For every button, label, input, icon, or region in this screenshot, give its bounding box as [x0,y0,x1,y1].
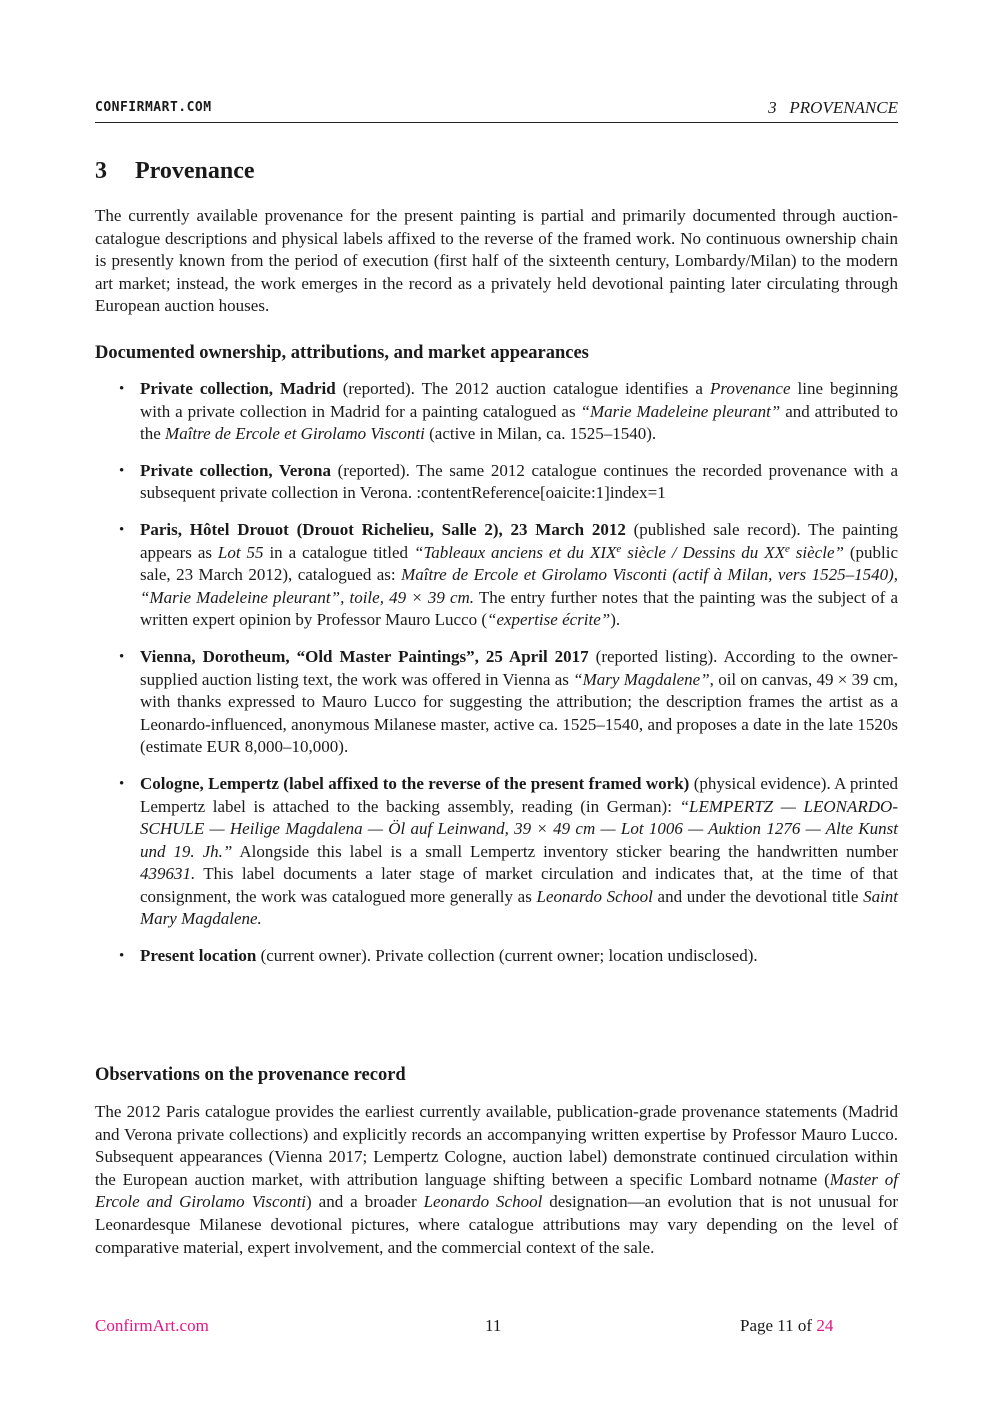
item-title: Private collection, Verona [140,460,331,480]
item-text: line beginning with a private collection in Madrid for a painting catalogued as [140,379,898,421]
item-text: (reported listing). According to the owner-supplied auction listing text, the work was offered in Vienna as [140,646,898,689]
bullet-icon: • [119,948,125,965]
list-item [95,519,898,632]
subheading-observations: Observations on the provenance record [95,1065,406,1085]
page-header [95,98,898,123]
list-item [95,460,898,505]
brand-logo: CONFIRMART.COM [95,100,212,115]
item-text: ). [610,610,621,630]
document-page [95,0,898,1404]
page-count-prefix: Page 11 of [740,1316,817,1335]
section-title-text: Provenance [135,158,255,184]
item-text: (physical evidence). A printed Lempertz label is attached to the backing assembly, reading (in German): [140,773,899,816]
item-italic: 439631. [140,864,196,884]
item-italic: Provenance [709,379,791,398]
item-title: Private collection, Madrid [140,379,336,398]
section-number: 3 [95,158,107,184]
subheading-ownership: Documented ownership, attributions, and market appearances [95,343,589,363]
list-item [95,945,898,968]
bullet-icon: • [119,775,125,792]
intro-paragraph: The currently available provenance for the present painting is partial and primarily documented through auction-catalogue descriptions and physical labels affixed to the reverse of the framed work. No continuous ownership chain is presently known from the period of execution (first half of the sixteenth century, Lombardy/Milan) to the modern art market; instead, the work emerges in the record as a privately held devotional painting later circulating through European auction houses. [95,206,898,316]
item-italic: Maître de Ercole et Girolamo Visconti (actif à Milan, vers 1525–1540), “Marie Madeleine pleurant”, toile, 49 × 39 cm. [140,565,898,607]
item-text: Alongside this label is a small Lempertz inventory sticker bearing the handwritten number [232,841,899,861]
item-text: This label documents a later stage of market circulation and indicates that, at the time of that consignment, the work was catalogued more generally as [140,864,898,906]
item-italic: “Mary Magdalene” [573,669,710,689]
bullet-icon: • [119,381,125,397]
list-item [95,378,898,446]
item-italic: “Tableaux anciens et du XIX [413,542,617,562]
item-text: (active in Milan, ca. 1525–1540). [424,424,657,444]
obs-text: designation—an evolution that is not unusual for Leonardesque Milanese devotional pictures, where catalogue attributions may vary depending on the level of comparative material, expert involvement, and the commercial context of the sale. [95,1192,898,1257]
footer-page-count [740,1316,833,1336]
item-superscript: e [616,542,622,555]
running-head: 3 PROVENANCE [768,98,898,117]
item-text: (current owner). Private collection (current owner; location undisclosed). [256,946,758,966]
item-superscript: e [784,542,790,555]
obs-text: ) and a broader [306,1192,424,1212]
item-title: Present location [140,946,257,966]
bullet-icon: • [119,521,125,538]
item-text: (public sale, 23 March 2012), catalogued as: [140,542,899,585]
item-italic: siècle” [789,542,844,562]
item-text: in a catalogue titled [263,542,414,562]
item-italic: Lot 55 [217,542,264,562]
list-item [95,646,898,759]
observations-paragraph [95,1101,898,1259]
bullet-icon: • [119,648,125,665]
item-title: Paris, Hôtel Drouot (Drouot Richelieu, Salle 2), 23 March 2012 [140,519,626,539]
section-title [95,158,255,185]
provenance-list [95,378,898,982]
item-text: (reported). The same 2012 catalogue continues the recorded provenance with a subsequent private collection in Verona. :contentReference[oaicite:1]index=1 [140,460,898,503]
obs-italic: Leonardo School [423,1192,543,1212]
item-italic: “Marie Madeleine pleurant” [580,401,781,421]
list-item [95,773,898,931]
item-text: , oil on canvas, 49 × 39 cm, with thanks expressed to Mauro Lucco for suggesting the attribution; the description frames the artist as a Leonardo-influenced, anonymous Milanese master, active ca. 1525–1540, and proposes a date in the late 1520s (estimate EUR 8,000–10,000). [140,669,898,757]
obs-text: The 2012 Paris catalogue provides the earliest currently available, publication-grade provenance statements (Madrid and Verona private collections) and explicitly records an accompanying written expertise by Professor Mauro Lucco. Subsequent appearances (Vienna 2017; Lempertz Cologne, auction label) demonstrate continued circulation within the European auction market, with attribution language shifting between a specific Lombard notname ( [95,1102,898,1189]
item-title: Cologne, Lempertz (label affixed to the reverse of the present framed work) [140,773,690,793]
item-italic: Maître de Ercole et Girolamo Visconti [165,424,425,444]
item-text: The entry further notes that the painting was the subject of a written expert opinion by Professor Mauro Lucco ( [140,587,898,630]
item-text: (reported). The 2012 auction catalogue identifies a [335,379,710,398]
item-text: and attributed to the [140,401,898,444]
page-total-link[interactable]: 24 [816,1316,834,1335]
page-footer [95,1316,898,1340]
item-italic: Saint Mary Magdalene. [140,886,899,929]
item-italic: “expertise écrite” [487,610,611,630]
obs-italic: Master of Ercole and Girolamo Visconti [95,1169,898,1212]
item-text: and under the devotional title [652,886,864,906]
item-italic: siècle / Dessins du XX [621,542,785,562]
item-italic: “LEMPERTZ — LEONARDO-SCHULE — Heilige Magdalena — Öl auf Leinwand, 39 × 49 cm — Lot 1006 — Auktion 1276 — Alte Kunst und 19. Jh.” [140,796,898,861]
item-italic: Leonardo School [536,886,653,906]
bullet-icon: • [119,462,125,479]
footer-page-number: 11 [485,1316,502,1335]
item-title: Vienna, Dorotheum, “Old Master Paintings”, 25 April 2017 [140,646,589,666]
footer-site-link[interactable]: ConfirmArt.com [95,1316,209,1335]
item-text: (published sale record). The painting appears as [140,519,898,562]
